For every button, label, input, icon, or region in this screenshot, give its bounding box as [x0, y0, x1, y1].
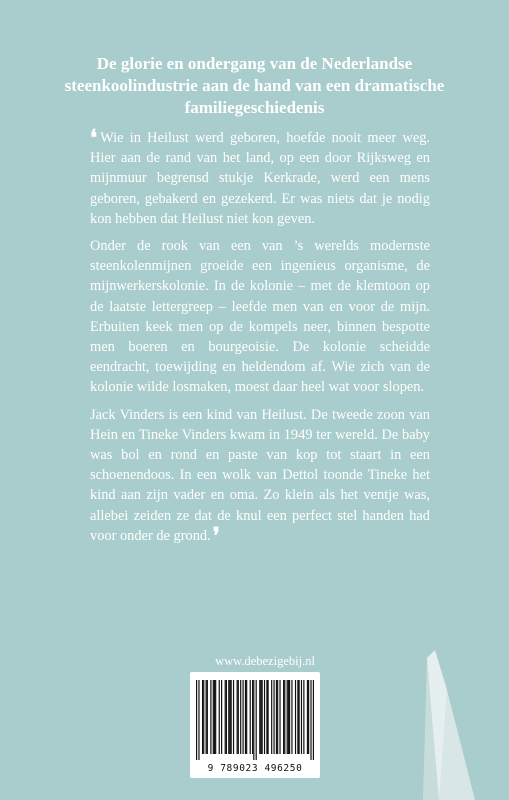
blurb-paragraph-1 [90, 125, 430, 229]
barcode-bar [214, 680, 215, 754]
barcode-bar [273, 680, 274, 754]
barcode-bar [233, 680, 234, 754]
barcode-bar [271, 680, 272, 754]
isbn-barcode [190, 672, 320, 778]
barcode-bar [276, 680, 277, 754]
barcode-bar [277, 680, 278, 754]
barcode-bar [299, 680, 300, 754]
barcode-bar [206, 680, 207, 754]
barcode-bar [287, 680, 288, 754]
barcode-bar [228, 680, 229, 754]
barcode-bar [237, 680, 238, 754]
barcode-bar [207, 680, 208, 754]
barcode-bar [266, 680, 267, 754]
barcode-bar [289, 680, 290, 754]
barcode-bar [245, 680, 246, 754]
barcode-bar [215, 680, 216, 754]
barcode-bar [284, 680, 285, 754]
blurb-text [90, 125, 430, 553]
barcode-bar [283, 680, 284, 754]
barcode-bar [268, 680, 269, 754]
blurb-paragraph-3-text: Jack Vinders is een kind van Heilust. De tweede zoon van Hein en Tineke Vinders kwam in 1949 ter wereld. De baby was bol en rond en paste van kop tot staart in een schoenendoos. In een wolk van Dettol toonde Tineke het kind aan zijn vader en oma. Zo klein als het ventje was, allebei zeiden ze dat de knul een perfect stel handen had voor onder de grond. [90, 406, 430, 544]
barcode-bar [231, 680, 232, 754]
barcode-bar [303, 680, 304, 754]
blurb-paragraph-3 [90, 405, 430, 546]
bee-logo-icon [417, 650, 475, 800]
barcode-bar [238, 680, 239, 754]
barcode-bar [242, 680, 243, 754]
barcode-bar [246, 680, 247, 754]
barcode-bar [225, 680, 226, 754]
barcode-bar [196, 680, 197, 760]
barcode-bar [219, 680, 220, 754]
barcode-bar [297, 680, 298, 754]
barcode-bar [253, 680, 254, 760]
open-quote-mark: ❛ [90, 125, 98, 150]
publisher-website: www.debezigebij.nl [215, 654, 315, 668]
back-cover-headline: De glorie en ondergang van de Nederlandse steenkoolindustrie aan de hand van een dramatische familiegeschiedenis [64, 54, 445, 117]
barcode-bar [262, 680, 263, 754]
barcode-bar [307, 680, 308, 754]
barcode-bar [308, 680, 309, 754]
barcode-bar [250, 680, 251, 754]
barcode-bar [221, 680, 222, 754]
barcode-bar [256, 680, 257, 760]
barcode-bar [202, 680, 203, 754]
barcode-bar [240, 680, 241, 754]
barcode-bar [203, 680, 204, 754]
barcode-bar [301, 680, 302, 754]
blurb-paragraph-2: Onder de rook van een van ’s werelds modernste steenkolenmijnen groeide een ingenieus organisme, de mijnwerkerskolonie. In de kolonie – met de klemtoon op de laatste lettergreep – leefde men van en voor de mijn. Erbuiten keek men op de kompels neer, binnen bespotte men boeren en bourgeoisie. De kolonie scheidde eendracht, toewijding en heldendom af. Wie zich van de kolonie wilde losmaken, moest daar heel wat voor slopen. [90, 238, 430, 396]
barcode-bar [260, 680, 261, 754]
barcode-bar [210, 680, 211, 754]
barcode-bar [226, 680, 227, 754]
barcode-bar [252, 680, 253, 754]
barcode-bar [264, 680, 265, 754]
barcode-bar [279, 680, 280, 754]
barcode-bar [295, 680, 296, 754]
barcode-bar [229, 680, 230, 754]
barcode-bar [213, 680, 214, 754]
isbn-number: 9 789023 496250 [207, 763, 303, 774]
barcode-bar [259, 680, 260, 754]
barcode-bar [198, 680, 199, 760]
blurb-paragraph-1-text: Wie in Heilust werd geboren, hoefde nooit meer weg. Hier aan de rand van het land, op een door Rijksweg en mijnmuur begrensd stukje Kerkrade, werd een mens geboren, gebakerd en gezekerd. Er was niets dat je nodig kon hebben dat Heilust niet kon geven. [90, 130, 430, 227]
barcode-bar [310, 680, 311, 760]
close-quote-mark: ❜ [212, 522, 220, 548]
barcode-bar [288, 680, 289, 754]
barcode-bar [291, 680, 292, 754]
barcode-bar [313, 680, 314, 760]
barcode-bars [196, 680, 314, 760]
